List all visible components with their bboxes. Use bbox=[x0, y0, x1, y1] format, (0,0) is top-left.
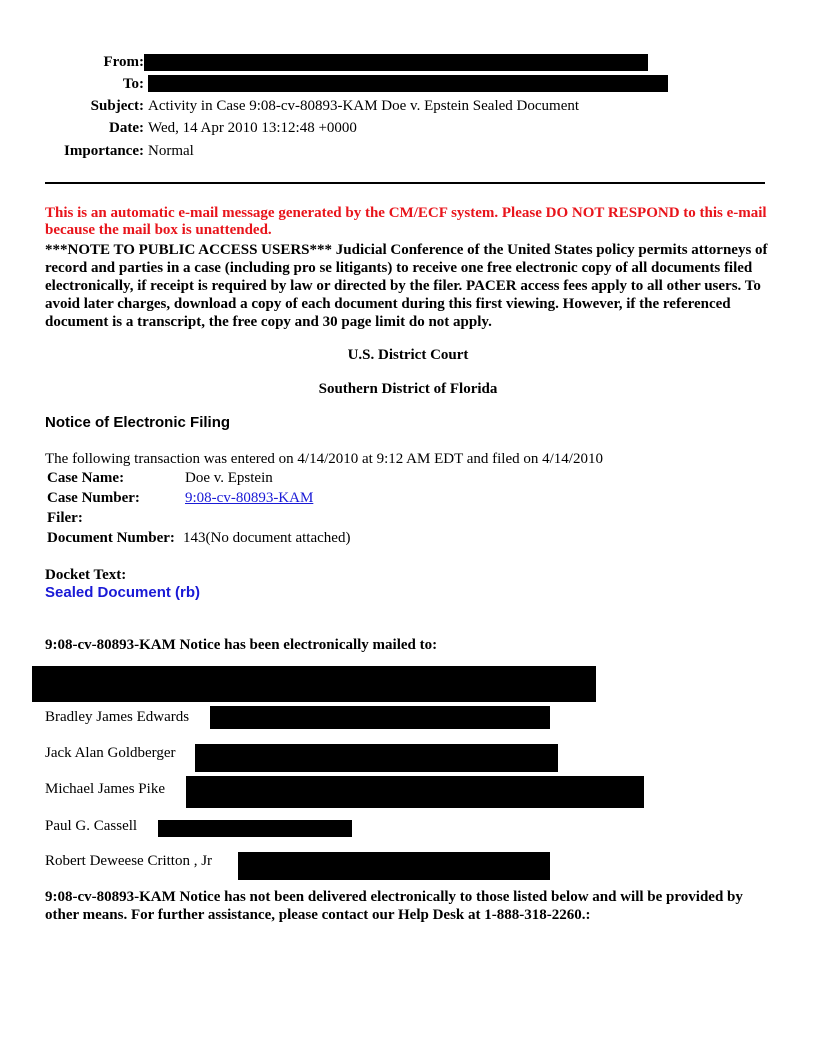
subject-value: Activity in Case 9:08-cv-80893-KAM Doe v. Epstein Sealed Document bbox=[148, 98, 580, 114]
recipient-email-redaction bbox=[195, 744, 558, 772]
date-label: Date: bbox=[109, 120, 144, 136]
court-name: U.S. District Court bbox=[347, 347, 469, 363]
not-delivered-notice: 9:08-cv-80893-KAM Notice has not been delivered electronically to those listed below and will be provided by other means. For further assistance, please contact our Help Desk at 1-888-318-2260.: bbox=[45, 889, 743, 923]
recipient-name: Paul G. Cassell bbox=[45, 818, 138, 834]
mailed-heading: 9:08-cv-80893-KAM Notice has been electronically mailed to: bbox=[45, 637, 438, 653]
docket-text-label: Docket Text: bbox=[45, 567, 127, 583]
document-number-label: Document Number: bbox=[47, 530, 175, 546]
importance-value: Normal bbox=[148, 143, 194, 159]
recipient-redaction-top bbox=[32, 666, 596, 702]
case-name-value: Doe v. Epstein bbox=[185, 470, 273, 486]
recipient-email-redaction bbox=[158, 820, 352, 837]
nef-title: Notice of Electronic Filing bbox=[45, 414, 231, 431]
recipient-name: Robert Deweese Critton , Jr bbox=[45, 853, 213, 869]
document-number-value: 143(No document attached) bbox=[183, 530, 351, 546]
recipient-email-redaction bbox=[238, 852, 550, 880]
to-label: To: bbox=[122, 76, 144, 92]
docket-text-value: Sealed Document (rb) bbox=[45, 584, 201, 601]
subject-label: Subject: bbox=[90, 98, 144, 114]
case-number-link[interactable]: 9:08-cv-80893-KAM bbox=[185, 490, 314, 506]
recipient-name: Bradley James Edwards bbox=[45, 709, 190, 725]
recipient-email-redaction bbox=[210, 706, 550, 729]
from-label: From: bbox=[103, 54, 144, 70]
filer-label: Filer: bbox=[47, 510, 83, 526]
recipient-name: Jack Alan Goldberger bbox=[45, 745, 176, 761]
auto-email-notice: This is an automatic e-mail message generated by the CM/ECF system. Please DO NOT RESPOND to this e-mail because the mail box is unattended. bbox=[45, 205, 767, 238]
district-name: Southern District of Florida bbox=[318, 381, 498, 397]
header-divider bbox=[45, 182, 765, 184]
transaction-line: The following transaction was entered on 4/14/2010 at 9:12 AM EDT and filed on 4/14/2010 bbox=[45, 451, 603, 467]
case-number-label: Case Number: bbox=[47, 490, 140, 506]
from-redaction bbox=[144, 54, 648, 71]
date-value: Wed, 14 Apr 2010 13:12:48 +0000 bbox=[148, 120, 357, 136]
case-name-label: Case Name: bbox=[47, 470, 125, 486]
public-access-note: ***NOTE TO PUBLIC ACCESS USERS*** Judicial Conference of the United States policy permits attorneys of record and parties in a case (including pro se litigants) to receive one free electronic copy of all documents filed electronically, if receipt is required by law or directed by the filer. PACER access fees apply to all other users. To avoid later charges, download a copy of each document during this first viewing. However, if the referenced document is a transcript, the free copy and 30 page limit do not apply. bbox=[45, 242, 768, 330]
recipient-name: Michael James Pike bbox=[45, 781, 165, 797]
importance-label: Importance: bbox=[64, 143, 144, 159]
recipient-email-redaction bbox=[186, 776, 644, 808]
to-redaction bbox=[148, 75, 668, 92]
